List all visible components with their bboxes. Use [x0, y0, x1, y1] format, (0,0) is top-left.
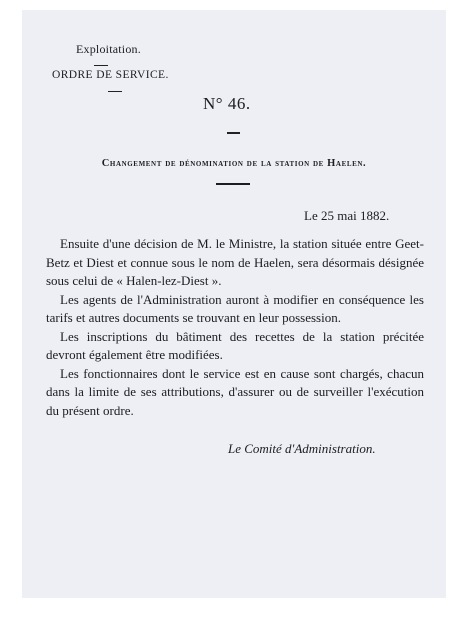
paragraph: Ensuite d'une décision de M. le Ministre, la station située entre Geet-Betz et Diest et connue sous le nom de Haelen, sera désormais désignée sous celui de « Halen-lez-Diest ». [46, 236, 424, 288]
document-page [22, 10, 446, 598]
header-divider [94, 65, 108, 66]
number-divider [227, 132, 240, 134]
paragraph: Les fonctionnaires dont le service est en cause sont chargés, chacun dans la limite de ses attributions, d'assurer ou de surveiller l'exécution du présent ordre. [46, 365, 424, 418]
paragraph: Les agents de l'Administration auront à modifier en conséquence les tarifs et autres documents se trouvant en leur possession. [46, 291, 424, 325]
order-type-label: ORDRE DE SERVICE. [52, 69, 169, 81]
document-date: Le 25 mai 1882. [304, 208, 390, 223]
signature: Le Comité d'Administration. [228, 441, 376, 456]
document-title: Changement de dénomination de la station de Haelen. [101, 158, 367, 169]
document-body [46, 235, 424, 420]
department-label: Exploitation. [76, 42, 141, 56]
paragraph: Les inscriptions du bâtiment des recettes de la station précitée devront également être modifiées. [46, 328, 424, 362]
order-number: N° 46. [203, 94, 251, 113]
order-divider [108, 91, 122, 92]
title-divider [216, 183, 250, 185]
